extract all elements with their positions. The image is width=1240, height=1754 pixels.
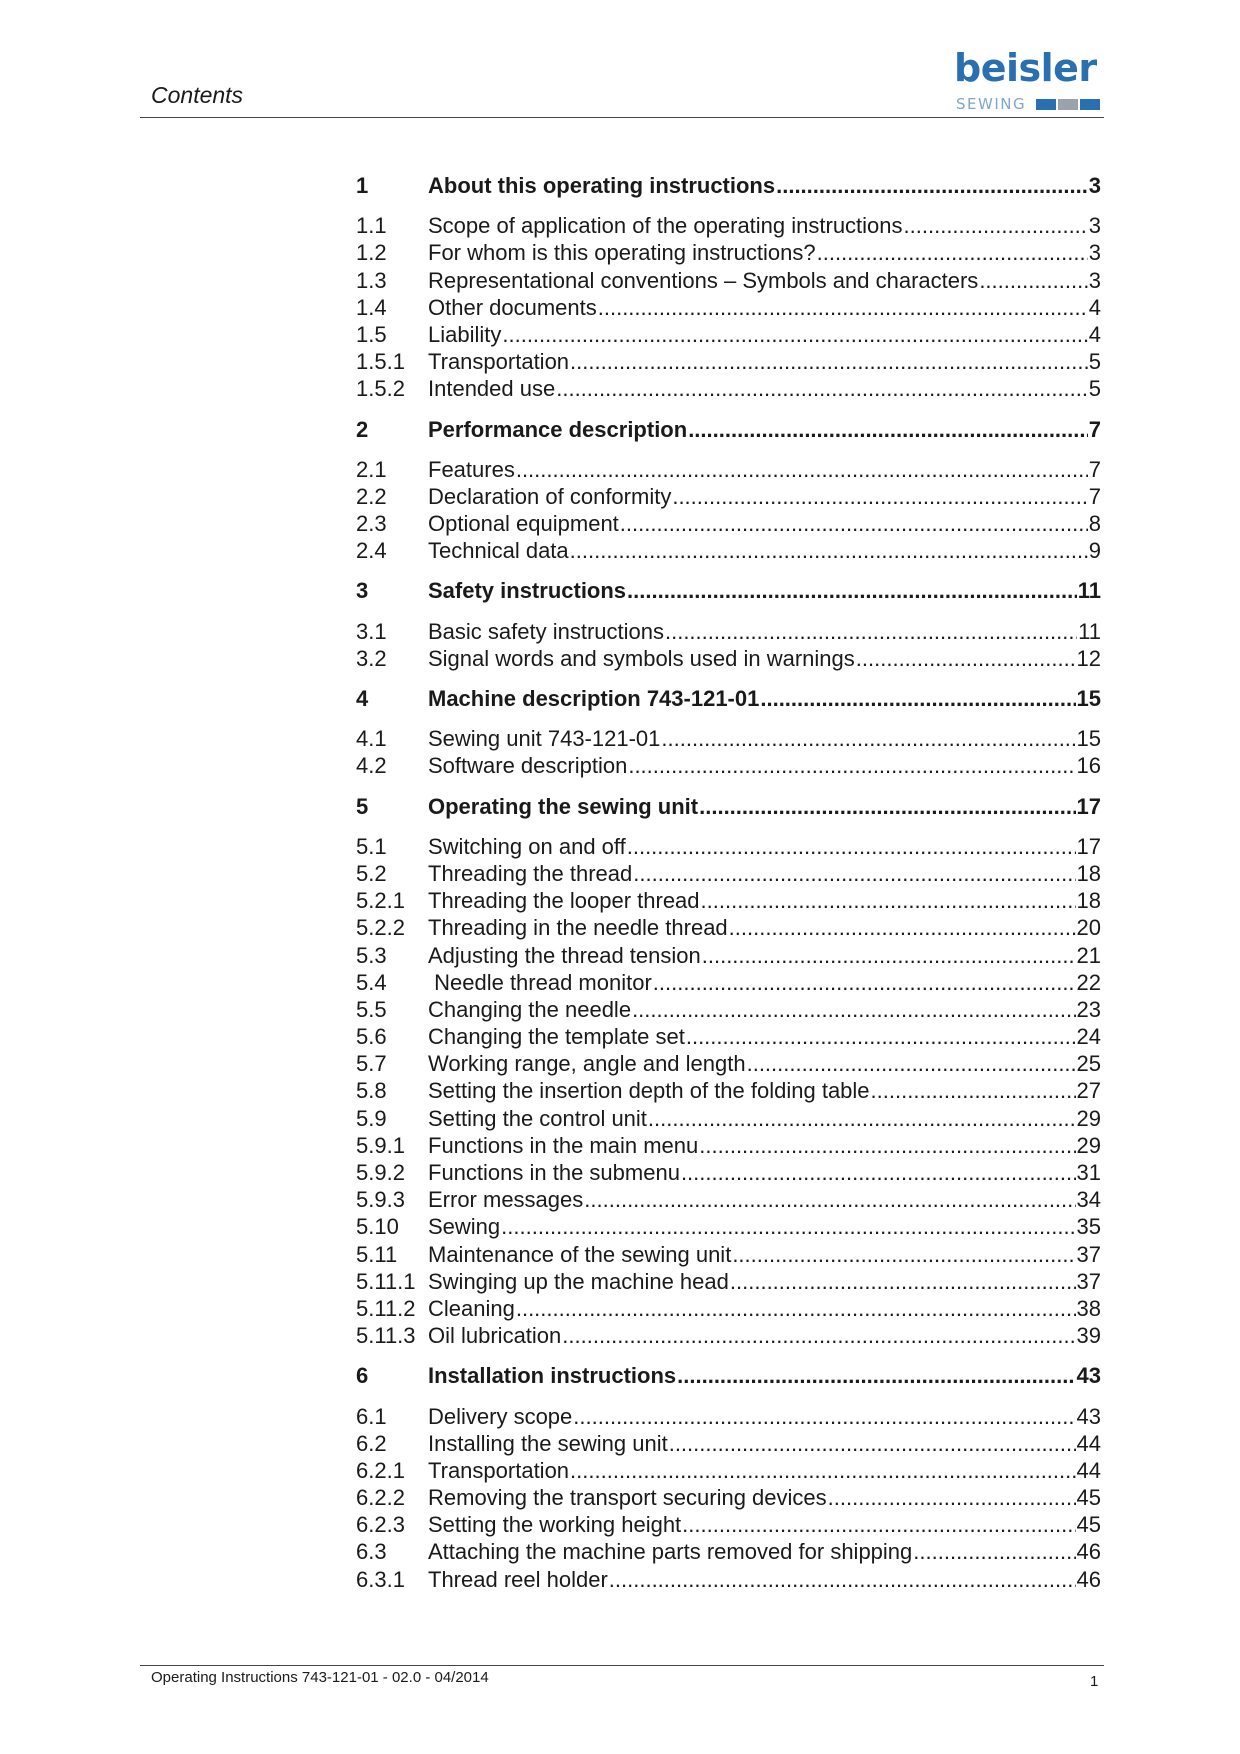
toc-entry-number: 5.11 bbox=[356, 1241, 398, 1267]
toc-chapter-entry[interactable] bbox=[356, 685, 1101, 712]
toc-entry-title: Installation instructions bbox=[428, 1363, 677, 1389]
toc-entry[interactable] bbox=[356, 942, 1101, 969]
toc-entry-title: About this operating instructions bbox=[428, 173, 776, 198]
toc-entry[interactable] bbox=[356, 1186, 1101, 1213]
toc-entry-title: Signal words and symbols used in warnings bbox=[428, 645, 855, 671]
toc-entry[interactable] bbox=[356, 1484, 1101, 1511]
toc-entry-title: Thread reel holder bbox=[428, 1566, 608, 1592]
toc-chapter-entry[interactable] bbox=[356, 172, 1101, 199]
toc-dot-leader bbox=[516, 456, 1088, 483]
toc-entry-page-number: 3 bbox=[1088, 173, 1101, 198]
toc-entry[interactable] bbox=[356, 456, 1101, 483]
toc-dot-leader bbox=[502, 321, 1087, 348]
toc-entry-title: Transportation bbox=[428, 1457, 570, 1483]
toc-entry-page-number: 38 bbox=[1076, 1295, 1101, 1321]
toc-entry-page-number: 29 bbox=[1076, 1105, 1101, 1131]
toc-dot-leader bbox=[677, 1362, 1075, 1389]
toc-entry[interactable] bbox=[356, 914, 1101, 941]
toc-entry-page-number: 46 bbox=[1076, 1566, 1101, 1592]
toc-entry-number: 6.2.1 bbox=[356, 1457, 405, 1483]
toc-dot-leader bbox=[501, 1213, 1075, 1240]
toc-entry-page-number: 45 bbox=[1076, 1485, 1101, 1511]
toc-entry-title: Sewing unit 743-121-01 bbox=[428, 726, 661, 752]
toc-entry-page-number: 8 bbox=[1088, 511, 1101, 537]
toc-dot-leader bbox=[699, 793, 1075, 820]
toc-entry-title: Setting the insertion depth of the folding table bbox=[428, 1078, 870, 1104]
toc-dot-leader bbox=[817, 239, 1088, 266]
toc-entry-number: 1.4 bbox=[356, 294, 387, 320]
toc-entry-title: Features bbox=[428, 456, 515, 482]
toc-entry-number: 6.2 bbox=[356, 1430, 387, 1456]
toc-entry[interactable] bbox=[356, 1023, 1101, 1050]
toc-dot-leader bbox=[633, 860, 1075, 887]
toc-entry[interactable] bbox=[356, 1077, 1101, 1104]
brand-logo bbox=[952, 46, 1102, 118]
toc-entry-title: Optional equipment bbox=[428, 511, 619, 537]
toc-entry-number: 5.3 bbox=[356, 942, 387, 968]
toc-entry-page-number: 17 bbox=[1076, 833, 1101, 859]
toc-entry-title: Attaching the machine parts removed for shipping bbox=[428, 1539, 913, 1565]
logo-square-3 bbox=[1080, 99, 1100, 110]
toc-entry[interactable] bbox=[356, 752, 1101, 779]
toc-dot-leader bbox=[686, 1023, 1076, 1050]
toc-entry-title: Threading the looper thread bbox=[428, 888, 700, 914]
toc-entry-title: Representational conventions – Symbols and characters bbox=[428, 267, 979, 293]
toc-dot-leader bbox=[699, 1132, 1075, 1159]
toc-entry[interactable] bbox=[356, 348, 1101, 375]
toc-entry-number: 5.9.3 bbox=[356, 1187, 405, 1213]
toc-entry-page-number: 12 bbox=[1076, 645, 1101, 671]
toc-entry-page-number: 15 bbox=[1076, 686, 1101, 711]
toc-entry[interactable] bbox=[356, 1105, 1101, 1132]
toc-entry-title: Safety instructions bbox=[428, 578, 627, 604]
footer-page-number: 1 bbox=[1090, 1673, 1099, 1690]
toc-entry-number: 5.6 bbox=[356, 1024, 387, 1050]
logo-square-2 bbox=[1058, 99, 1078, 110]
logo-square-1 bbox=[1036, 99, 1056, 110]
toc-entry-number: 3.2 bbox=[356, 645, 387, 671]
toc-dot-leader bbox=[665, 618, 1077, 645]
toc-entry-number: 5.11.1 bbox=[356, 1268, 416, 1294]
toc-entry-title: Working range, angle and length bbox=[428, 1051, 746, 1077]
toc-entry-page-number: 15 bbox=[1076, 726, 1101, 752]
toc-entry-title: For whom is this operating instructions? bbox=[428, 240, 816, 266]
toc-entry-page-number: 45 bbox=[1076, 1512, 1101, 1538]
toc-entry[interactable] bbox=[356, 833, 1101, 860]
toc-entry-title: Delivery scope bbox=[428, 1403, 573, 1429]
toc-dot-leader bbox=[573, 1403, 1075, 1430]
toc-entry-number: 5.5 bbox=[356, 996, 387, 1022]
footer-divider bbox=[140, 1665, 1104, 1666]
toc-dot-leader bbox=[760, 685, 1075, 712]
toc-entry-number: 1.2 bbox=[356, 240, 387, 266]
toc-chapter-entry[interactable] bbox=[356, 416, 1101, 443]
toc-entry-page-number: 25 bbox=[1076, 1051, 1101, 1077]
toc-entry-title: Machine description 743-121-01 bbox=[428, 686, 760, 711]
toc-entry[interactable] bbox=[356, 321, 1101, 348]
toc-entry-page-number: 4 bbox=[1088, 321, 1101, 347]
toc-entry-page-number: 35 bbox=[1076, 1214, 1101, 1240]
toc-entry-number: 1.3 bbox=[356, 267, 387, 293]
toc-entry-title: Threading in the needle thread bbox=[428, 915, 728, 941]
toc-entry-number: 5 bbox=[356, 793, 369, 819]
toc-dot-leader bbox=[628, 752, 1075, 779]
toc-entry[interactable] bbox=[356, 537, 1101, 564]
toc-entry[interactable] bbox=[356, 1403, 1101, 1430]
toc-entry-title: Scope of application of the operating instructions bbox=[428, 213, 903, 239]
toc-dot-leader bbox=[584, 1186, 1075, 1213]
toc-entry-number: 5.1 bbox=[356, 833, 387, 859]
toc-entry-page-number: 16 bbox=[1076, 753, 1101, 779]
toc-entry-page-number: 17 bbox=[1076, 793, 1101, 819]
toc-entry-title: Operating the sewing unit bbox=[428, 793, 699, 819]
toc-entry-page-number: 11 bbox=[1078, 618, 1101, 644]
toc-dot-leader bbox=[669, 1430, 1076, 1457]
toc-entry-number: 5.11.2 bbox=[356, 1295, 416, 1321]
toc-entry-number: 5.11.3 bbox=[356, 1323, 416, 1349]
toc-dot-leader bbox=[688, 416, 1088, 443]
toc-entry[interactable] bbox=[356, 1268, 1101, 1295]
toc-entry-page-number: 22 bbox=[1076, 969, 1101, 995]
toc-entry-number: 1.5.1 bbox=[356, 349, 405, 375]
toc-entry-number: 3 bbox=[356, 578, 369, 604]
toc-entry-title: Threading the thread bbox=[428, 860, 633, 886]
toc-entry-title: Switching on and off bbox=[428, 833, 626, 859]
toc-dot-leader bbox=[701, 887, 1076, 914]
toc-entry-number: 2 bbox=[356, 416, 369, 442]
toc-entry-number: 2.2 bbox=[356, 483, 387, 509]
toc-entry-number: 5.10 bbox=[356, 1214, 399, 1240]
toc-dot-leader bbox=[672, 483, 1087, 510]
toc-entry-number: 1 bbox=[356, 173, 369, 198]
toc-dot-leader bbox=[747, 1050, 1076, 1077]
header-divider bbox=[140, 117, 1104, 118]
toc-entry-title: Technical data bbox=[428, 538, 569, 564]
toc-entry[interactable] bbox=[356, 239, 1101, 266]
toc-entry[interactable] bbox=[356, 1566, 1101, 1593]
toc-dot-leader bbox=[516, 1295, 1076, 1322]
toc-entry[interactable] bbox=[356, 1538, 1101, 1565]
toc-entry-page-number: 37 bbox=[1076, 1241, 1101, 1267]
toc-entry-page-number: 5 bbox=[1088, 349, 1101, 375]
toc-entry[interactable] bbox=[356, 1050, 1101, 1077]
toc-entry[interactable] bbox=[356, 645, 1101, 672]
toc-entry[interactable] bbox=[356, 267, 1101, 294]
toc-entry-number: 2.4 bbox=[356, 538, 387, 564]
toc-entry-title: Sewing bbox=[428, 1214, 501, 1240]
toc-entry-number: 1.5.2 bbox=[356, 376, 405, 402]
toc-dot-leader bbox=[661, 725, 1075, 752]
toc-dot-leader bbox=[729, 914, 1076, 941]
toc-entry[interactable] bbox=[356, 1322, 1101, 1349]
toc-entry-number: 6.1 bbox=[356, 1403, 387, 1429]
toc-entry-page-number: 3 bbox=[1088, 240, 1101, 266]
toc-entry-page-number: 39 bbox=[1076, 1323, 1101, 1349]
toc-dot-leader bbox=[627, 577, 1077, 604]
toc-entry-page-number: 18 bbox=[1076, 860, 1101, 886]
toc-entry-title: Changing the needle bbox=[428, 996, 632, 1022]
toc-entry[interactable] bbox=[356, 1132, 1101, 1159]
toc-entry-title: Maintenance of the sewing unit bbox=[428, 1241, 732, 1267]
toc-entry-page-number: 44 bbox=[1076, 1430, 1101, 1456]
toc-dot-leader bbox=[570, 1457, 1075, 1484]
toc-entry-page-number: 18 bbox=[1076, 888, 1101, 914]
toc-entry-page-number: 3 bbox=[1088, 267, 1101, 293]
toc-dot-leader bbox=[627, 833, 1076, 860]
toc-entry[interactable] bbox=[356, 996, 1101, 1023]
toc-entry-title: Functions in the main menu bbox=[428, 1132, 699, 1158]
toc-dot-leader bbox=[732, 1241, 1075, 1268]
toc-entry-page-number: 46 bbox=[1076, 1539, 1101, 1565]
toc-dot-leader bbox=[556, 375, 1088, 402]
toc-entry-page-number: 44 bbox=[1076, 1457, 1101, 1483]
toc-entry-page-number: 21 bbox=[1076, 942, 1101, 968]
toc-dot-leader bbox=[828, 1484, 1076, 1511]
toc-entry-number: 2.1 bbox=[356, 456, 387, 482]
toc-dot-leader bbox=[570, 537, 1088, 564]
toc-entry-number: 4 bbox=[356, 686, 369, 711]
toc-entry-number: 5.7 bbox=[356, 1051, 387, 1077]
toc-entry-page-number: 23 bbox=[1076, 996, 1101, 1022]
toc-dot-leader bbox=[562, 1322, 1075, 1349]
toc-entry-page-number: 7 bbox=[1088, 483, 1101, 509]
toc-entry-page-number: 34 bbox=[1076, 1187, 1101, 1213]
toc-entry[interactable] bbox=[356, 725, 1101, 752]
toc-entry-number: 6.3 bbox=[356, 1539, 387, 1565]
toc-entry[interactable] bbox=[356, 1430, 1101, 1457]
toc-chapter-entry[interactable] bbox=[356, 793, 1101, 820]
toc-entry-number: 5.8 bbox=[356, 1078, 387, 1104]
toc-entry[interactable] bbox=[356, 1295, 1101, 1322]
toc-entry[interactable] bbox=[356, 969, 1101, 996]
toc-chapter-entry[interactable] bbox=[356, 577, 1101, 604]
toc-entry-title: Adjusting the thread tension bbox=[428, 942, 701, 968]
toc-entry-title: Transportation bbox=[428, 349, 570, 375]
toc-entry-number: 4.1 bbox=[356, 726, 387, 752]
toc-entry-number: 6.2.3 bbox=[356, 1512, 405, 1538]
toc-dot-leader bbox=[702, 942, 1076, 969]
toc-entry-title: Error messages bbox=[428, 1187, 584, 1213]
toc-entry-title: Intended use bbox=[428, 376, 556, 402]
toc-entry-title: Cleaning bbox=[428, 1295, 515, 1321]
toc-entry-title: Oil lubrication bbox=[428, 1323, 562, 1349]
toc-entry[interactable] bbox=[356, 483, 1101, 510]
toc-entry-title: Setting the control unit bbox=[428, 1105, 647, 1131]
toc-entry[interactable] bbox=[356, 618, 1101, 645]
toc-dot-leader bbox=[904, 212, 1088, 239]
toc-entry-number: 5.9.1 bbox=[356, 1132, 405, 1158]
footer-document-info: Operating Instructions 743-121-01 - 02.0 - 04/2014 bbox=[151, 1669, 489, 1686]
toc-entry-number: 6.3.1 bbox=[356, 1566, 405, 1592]
toc-dot-leader bbox=[776, 172, 1088, 199]
toc-entry-page-number: 20 bbox=[1076, 915, 1101, 941]
table-of-contents bbox=[356, 172, 1101, 1593]
toc-entry[interactable] bbox=[356, 1159, 1101, 1186]
toc-entry-title: Installing the sewing unit bbox=[428, 1430, 668, 1456]
toc-entry-title: Changing the template set bbox=[428, 1024, 685, 1050]
toc-entry-number: 3.1 bbox=[356, 618, 387, 644]
toc-dot-leader bbox=[979, 267, 1087, 294]
toc-entry-number: 5.4 bbox=[356, 969, 387, 995]
toc-entry-page-number: 31 bbox=[1076, 1160, 1101, 1185]
toc-dot-leader bbox=[598, 294, 1088, 321]
toc-entry-page-number: 4 bbox=[1088, 294, 1101, 320]
toc-entry-title: Needle thread monitor bbox=[428, 969, 652, 995]
toc-entry-page-number: 37 bbox=[1076, 1268, 1101, 1294]
toc-dot-leader bbox=[871, 1077, 1076, 1104]
toc-entry[interactable] bbox=[356, 1213, 1101, 1240]
toc-entry-title: Performance description bbox=[428, 416, 688, 442]
toc-entry-title: Software description bbox=[428, 753, 628, 779]
toc-entry-title: Declaration of conformity bbox=[428, 483, 672, 509]
toc-entry-page-number: 5 bbox=[1088, 376, 1101, 402]
toc-entry-number: 2.3 bbox=[356, 511, 387, 537]
toc-entry-title: Functions in the submenu bbox=[428, 1160, 680, 1185]
toc-entry-title: Liability bbox=[428, 321, 502, 347]
toc-entry-page-number: 7 bbox=[1088, 416, 1101, 442]
toc-entry[interactable] bbox=[356, 860, 1101, 887]
toc-entry-number: 5.2 bbox=[356, 860, 387, 886]
toc-entry-page-number: 11 bbox=[1077, 578, 1101, 604]
toc-entry-title: Removing the transport securing devices bbox=[428, 1485, 827, 1511]
toc-entry[interactable] bbox=[356, 1241, 1101, 1268]
toc-entry[interactable] bbox=[356, 212, 1101, 239]
toc-dot-leader bbox=[570, 348, 1088, 375]
toc-entry-page-number: 43 bbox=[1076, 1403, 1101, 1429]
toc-entry-number: 5.2.1 bbox=[356, 888, 405, 914]
toc-dot-leader bbox=[609, 1566, 1076, 1593]
toc-dot-leader bbox=[632, 996, 1075, 1023]
logo-wordmark: beisler bbox=[954, 46, 1097, 90]
toc-entry-title: Basic safety instructions bbox=[428, 618, 664, 644]
toc-entry[interactable] bbox=[356, 1511, 1101, 1538]
toc-dot-leader bbox=[681, 1159, 1076, 1186]
toc-dot-leader bbox=[913, 1538, 1075, 1565]
toc-entry-number: 5.2.2 bbox=[356, 915, 405, 941]
toc-entry-number: 1.5 bbox=[356, 321, 387, 347]
toc-chapter-entry[interactable] bbox=[356, 1362, 1101, 1389]
toc-dot-leader bbox=[730, 1268, 1076, 1295]
toc-entry[interactable] bbox=[356, 294, 1101, 321]
toc-entry-page-number: 27 bbox=[1076, 1078, 1101, 1104]
toc-dot-leader bbox=[682, 1511, 1075, 1538]
toc-entry[interactable] bbox=[356, 375, 1101, 402]
toc-entry-title: Swinging up the machine head bbox=[428, 1268, 729, 1294]
toc-entry-title: Other documents bbox=[428, 294, 597, 320]
toc-entry-page-number: 29 bbox=[1076, 1132, 1101, 1158]
toc-entry-page-number: 9 bbox=[1088, 538, 1101, 564]
toc-entry[interactable] bbox=[356, 887, 1101, 914]
toc-entry-title: Setting the working height bbox=[428, 1512, 682, 1538]
toc-entry-page-number: 43 bbox=[1076, 1363, 1101, 1389]
toc-entry-number: 5.9.2 bbox=[356, 1160, 405, 1185]
toc-entry-number: 4.2 bbox=[356, 753, 387, 779]
toc-entry-number: 6 bbox=[356, 1363, 369, 1389]
toc-entry-page-number: 24 bbox=[1076, 1024, 1101, 1050]
logo-subtitle: SEWING bbox=[956, 95, 1027, 113]
toc-dot-leader bbox=[653, 969, 1076, 996]
toc-dot-leader bbox=[620, 510, 1088, 537]
toc-dot-leader bbox=[648, 1105, 1076, 1132]
toc-entry-page-number: 7 bbox=[1088, 456, 1101, 482]
toc-dot-leader bbox=[856, 645, 1076, 672]
toc-entry-number: 1.1 bbox=[356, 213, 387, 239]
page-header-title: Contents bbox=[151, 82, 244, 108]
toc-entry[interactable] bbox=[356, 510, 1101, 537]
toc-entry-number: 5.9 bbox=[356, 1105, 387, 1131]
toc-entry-number: 6.2.2 bbox=[356, 1485, 405, 1511]
toc-entry[interactable] bbox=[356, 1457, 1101, 1484]
toc-entry-page-number: 3 bbox=[1088, 213, 1101, 239]
